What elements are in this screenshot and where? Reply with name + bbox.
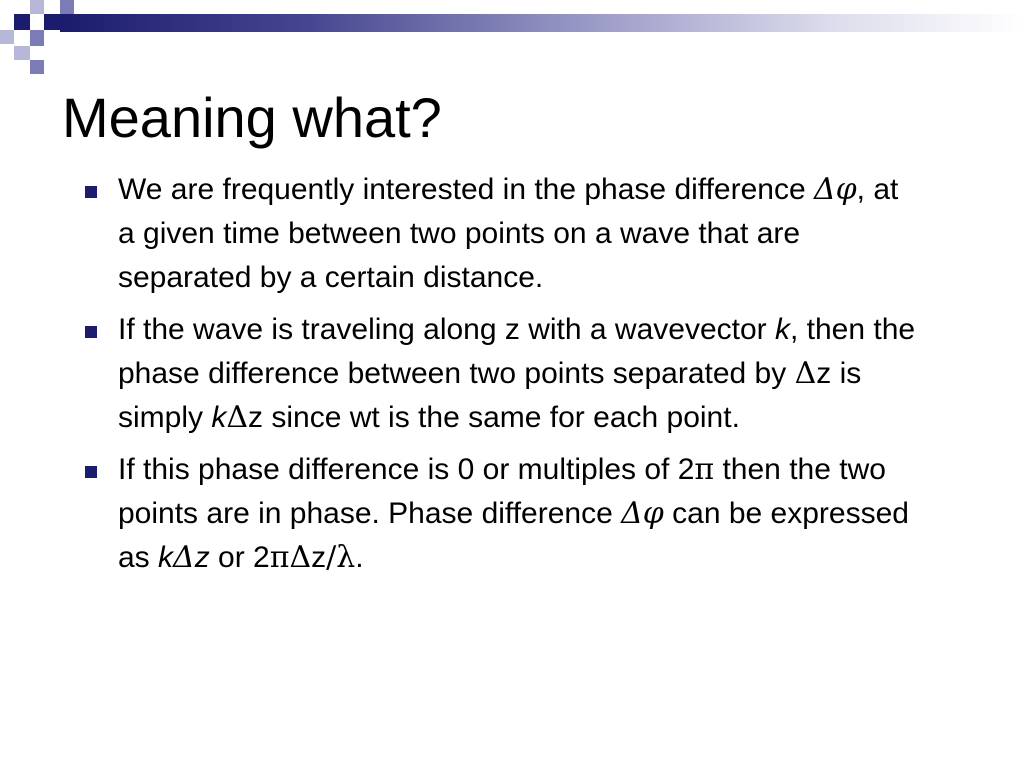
bullet-text: Δ (289, 540, 312, 575)
bullet-text: Δφ (814, 172, 857, 207)
decor-square (0, 30, 14, 44)
bullet-text: π (694, 452, 715, 487)
decor-square (44, 14, 60, 30)
bullet-text: / (326, 540, 337, 575)
decor-square (30, 60, 44, 74)
decor-square (14, 14, 30, 30)
bullet-text: or 2 (209, 541, 270, 574)
square-bullet-icon (85, 326, 97, 338)
decor-square (30, 0, 44, 14)
bullet-text: k (158, 541, 174, 574)
bullet-item (0, 168, 918, 300)
bullet-text: , at a given time between two points on a wave that are separated by a certain distance. (118, 173, 899, 294)
bullet-text: Δ (173, 540, 195, 575)
bullet-text: We are frequently interested in the phase difference (118, 173, 814, 206)
bullet-text: can be expressed as (118, 497, 909, 574)
bullet-text: If the wave is traveling along z with a wavevector (118, 313, 775, 346)
bullet-item (0, 448, 918, 580)
bullet-text: Δ (794, 356, 817, 391)
bullet-item (0, 308, 918, 440)
bullet-text: Δ (226, 400, 249, 435)
bullet-text: z (194, 541, 210, 574)
square-bullet-icon (85, 466, 97, 478)
bullet-text: z is simply (118, 357, 862, 434)
slide-title: Meaning what? (62, 86, 442, 149)
decor-square (30, 30, 44, 46)
bullet-text: . (355, 541, 364, 574)
bullet-text: Δφ (621, 496, 664, 531)
bullet-text: k (774, 313, 790, 346)
decor-square (14, 46, 30, 60)
header-bar (60, 14, 1024, 32)
bullet-text: k (211, 401, 227, 434)
decor-square (60, 0, 74, 14)
bullet-text: then the two points are in phase. Phase difference (118, 453, 886, 530)
bullet-text: If this phase difference is 0 or multiples of 2 (118, 453, 695, 486)
square-bullet-icon (85, 186, 97, 198)
bullet-list (0, 168, 1024, 588)
bullet-text: z since wt is the same for each point. (248, 401, 740, 434)
bullet-text: λ (336, 540, 356, 575)
bullet-text: z (311, 541, 327, 574)
bullet-text: , then the phase difference between two points separated by (118, 313, 916, 390)
bullet-text: π (269, 540, 290, 575)
